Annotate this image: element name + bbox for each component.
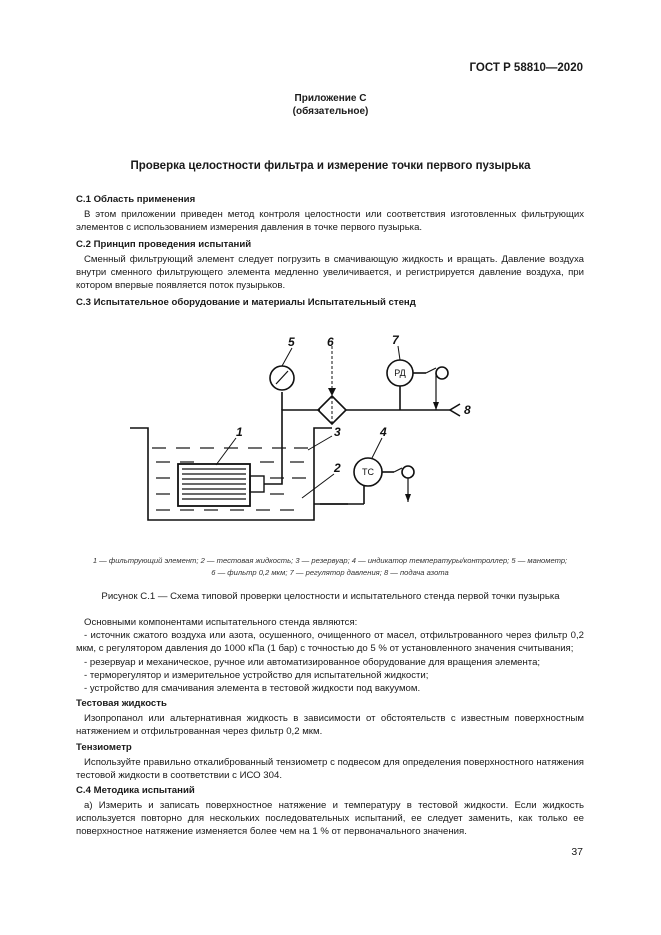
section-text-c1: В этом приложении приведен метод контроля целостности или соответствия изготовленных фильтрующих элементов с использованием измерения давления в точке первого пузырька. — [76, 209, 584, 234]
filter-element — [178, 464, 250, 506]
appendix-status: (обязательное) — [292, 106, 369, 117]
section-heading-c4: С.4 Методика испытаний — [76, 785, 195, 796]
label-7: 7 — [392, 333, 399, 347]
tensiometer-text: Используйте правильно откалиброванный тензиометр с подвесом для определения поверхностного натяжения тестовой жидкости в соответствии с ИСО 304. — [76, 757, 584, 782]
components-item-2: - резервуар и механическое, ручное или автоматизированное оборудование для вращения элемента; — [84, 657, 541, 668]
test-stand-diagram — [120, 328, 520, 528]
section-heading-c3: С.3 Испытательное оборудование и материалы Испытательный стенд — [76, 297, 416, 308]
section-heading-c1: С.1 Область применения — [76, 194, 196, 205]
section-text-c4: а) Измерить и записать поверхностное натяжение и температуру в тестовой жидкости. Если жидкость используется повторно для нескольких последовательных испытаний, ее следует заменить, как только ее поверхностное натяжение изменяется более чем на 1 % от первоначального значения. — [76, 800, 584, 838]
components-item-1: - источник сжатого воздуха или азота, осушенного, очищенного от масел, отфильтрованного через фильтр 0,2 мкм, с регулятором давления до 1000 кПа (1 бар) с точностью до 5 % от установленного значения считывания; — [76, 630, 584, 655]
components-item-3: - терморегулятор и измерительное устройство для испытательной жидкости; — [84, 670, 429, 681]
label-3: 3 — [334, 425, 341, 439]
document-code: ГОСТ Р 58810—2020 — [469, 62, 583, 74]
figure-caption: Рисунок С.1 — Схема типовой проверки целостности и испытательного стенда первой точки пузырька — [101, 591, 560, 602]
page-title: Проверка целостности фильтра и измерение точки первого пузырька — [130, 160, 531, 172]
label-2: 2 — [334, 461, 341, 475]
components-item-4: - устройство для смачивания элемента в тестовой жидкости под вакуумом. — [84, 683, 421, 694]
page-number: 37 — [571, 846, 583, 858]
label-tc: ТС — [362, 467, 374, 477]
label-4: 4 — [380, 425, 387, 439]
appendix-title: Приложение С — [294, 93, 367, 104]
label-1: 1 — [236, 425, 243, 439]
section-text-c2: Сменный фильтрующий элемент следует погрузить в смачивающую жидкость и вращать. Давление воздуха внутри сменного фильтрующего элемента медленно увеличивается, и регистрируется давление воздуха, при котором впервые появляется поток пузырьков. — [76, 254, 584, 292]
section-heading-c2: С.2 Принцип проведения испытаний — [76, 239, 252, 250]
tensiometer-heading: Тензиометр — [76, 742, 132, 753]
label-5: 5 — [288, 335, 295, 349]
label-6: 6 — [327, 335, 334, 349]
liquid-text: Изопропанол или альтернативная жидкость в зависимости от обстоятельств с известным поверхностным натяжением и отфильтрованная через фильтр 0,2 мкм. — [76, 713, 584, 738]
liquid-heading: Тестовая жидкость — [76, 698, 167, 709]
figure-legend-line1: 1 — фильтрующий элемент; 2 — тестовая жидкость; 3 — резервуар; 4 — индикатор температуры/контроллер; 5 — манометр; — [92, 556, 568, 565]
figure-legend-line2: 6 — фильтр 0,2 мкм; 7 — регулятор давления; 8 — подача азота — [211, 568, 449, 577]
label-rd: РД — [394, 368, 406, 378]
label-8: 8 — [464, 403, 471, 417]
components-intro: Основными компонентами испытательного стенда являются: — [84, 617, 358, 628]
